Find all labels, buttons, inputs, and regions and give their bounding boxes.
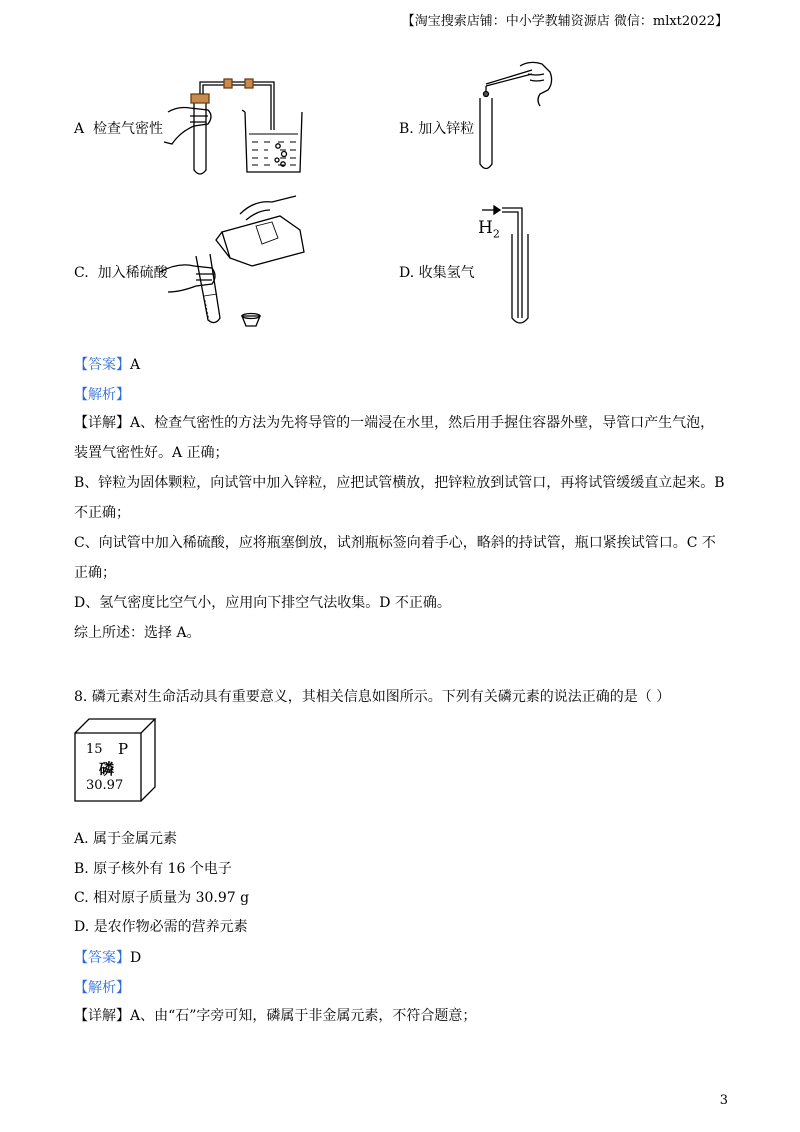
figure-add-zinc	[470, 56, 560, 176]
page-header: 【淘宝搜索店铺：中小学教辅资源店 微信：mlxt2022】	[401, 14, 728, 29]
option-a-letter: A	[74, 121, 85, 137]
q8-analysis-tag: 【解析】	[74, 980, 130, 996]
figure-pour-acid	[160, 196, 310, 330]
q7-detail-line-2: 装置气密性好。A 正确；	[74, 445, 229, 461]
q7-detail-line-6: 正确；	[74, 565, 116, 581]
element-mass: 30.97	[86, 778, 124, 793]
q7-detail-line-1: 【详解】A、检查气密性的方法为先将导管的一端浸在水里，然后用手握住容器外壁，导管口产生气泡，	[74, 415, 715, 431]
q7-analysis-tag: 【解析】	[74, 387, 130, 403]
h2-label: $H_2$	[478, 218, 500, 241]
q8-option-b: B. 原子核外有 16 个电子	[74, 861, 232, 877]
q8-answer-line	[74, 947, 141, 967]
q7-detail-line-3: B、锌粒为固体颗粒，向试管中加入锌粒，应把试管横放，把锌粒放到试管口，再将试管缓缓直立起来。B	[74, 475, 725, 491]
page-number: 3	[719, 1093, 728, 1108]
q8-option-a: A. 属于金属元素	[74, 831, 178, 847]
option-d-text: 收集氢气	[418, 265, 475, 281]
option-c-text: 加入稀硫酸	[97, 265, 168, 281]
q8-stem: 8. 磷元素对生命活动具有重要意义，其相关信息如图所示。下列有关磷元素的说法正确的是（ ）	[74, 689, 671, 705]
option-b-letter: B.	[399, 121, 414, 137]
option-a-text: 检查气密性	[93, 121, 164, 137]
element-symbol: P	[118, 740, 129, 758]
element-name: 磷	[99, 760, 115, 778]
q7-detail-line-5: C、向试管中加入稀硫酸，应将瓶塞倒放，试剂瓶标签向着手心，略斜的持试管，瓶口紧挨试管口。C 不	[74, 535, 716, 551]
q7-detail-tag: 【详解】	[74, 415, 130, 431]
figure-collect-hydrogen	[478, 200, 548, 330]
q7-answer: A	[130, 357, 141, 373]
element-number: 15	[86, 742, 103, 757]
option-b-text: 加入锌粒	[418, 121, 475, 137]
q7-detail-line-8: 综上所述：选择 A。	[74, 625, 201, 641]
option-c-letter: C.	[74, 265, 89, 281]
q7-answer-line	[74, 354, 140, 374]
q7-detail-line-7: D、氢气密度比空气小，应用向下排空气法收集。D 不正确。	[74, 595, 451, 611]
q7-detail-line-4: 不正确；	[74, 505, 130, 521]
option-b	[399, 118, 474, 138]
q8-option-d: D. 是农作物必需的营养元素	[74, 919, 248, 935]
q7-answer-tag: 【答案】	[74, 357, 130, 373]
q8-detail-tag: 【详解】	[74, 1008, 130, 1024]
option-d-letter: D.	[399, 265, 415, 281]
figure-airtightness-check	[150, 72, 340, 180]
q8-answer: D	[130, 950, 142, 966]
q8-answer-tag: 【答案】	[74, 950, 130, 966]
q8-option-c: C. 相对原子质量为 30.97 g	[74, 890, 250, 906]
option-d	[399, 262, 475, 282]
q8-detail-line-1: 【详解】A、由“石”字旁可知，磷属于非金属元素，不符合题意；	[74, 1008, 477, 1024]
option-c	[74, 262, 168, 282]
